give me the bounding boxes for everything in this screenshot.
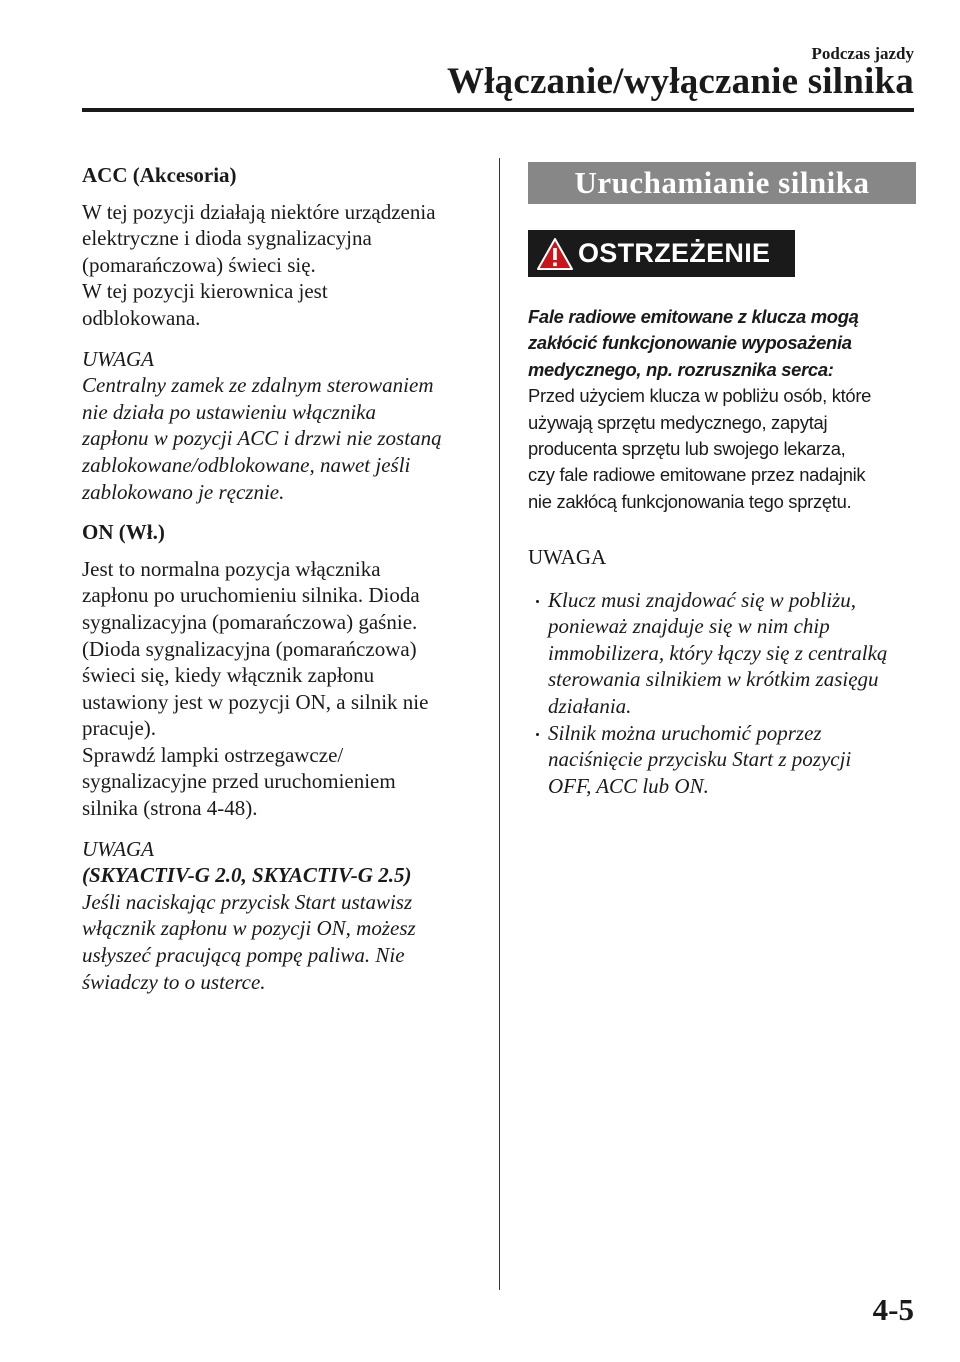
text-line: W tej pozycji kierownica jest — [82, 279, 328, 304]
text-line: W tej pozycji działają niektóre urządzenia — [82, 199, 436, 224]
text-line: świadczy to o usterce. — [82, 969, 266, 994]
text-line: włącznik zapłonu w pozycji ON, możesz — [82, 916, 416, 941]
text-line: (pomarańczowa) świeci się. — [82, 252, 316, 277]
left-column — [82, 162, 482, 995]
text-line: sygnalizacyjne przed uruchomieniem — [82, 769, 396, 794]
text-line: zablokowane/odblokowane, nawet jeśli — [82, 452, 411, 477]
text-line: Klucz musi znajdować się w pobliżu, — [548, 587, 857, 612]
text-line: sterowania silnikiem w krótkim zasięgu — [548, 667, 879, 692]
page-title: Włączanie/wyłączanie silnika — [446, 61, 914, 102]
text-line: silnika (strona 4-48). — [82, 796, 258, 821]
warning-text-line: Przed użyciem klucza w pobliżu osób, które — [528, 385, 872, 407]
warning-lead-line: Fale radiowe emitowane z klucza mogą — [528, 306, 859, 327]
text-line: sygnalizacyjna (pomarańczowa) gaśnie. — [82, 609, 418, 634]
text-line: ustawiony jest w pozycji ON, a silnik nie — [82, 689, 429, 714]
note-skyactiv — [82, 836, 482, 996]
warning-body — [528, 304, 920, 515]
note-start-engine — [528, 544, 908, 799]
text-line: Jeśli naciskając przycisk Start ustawisz — [82, 889, 413, 914]
page-number: 4-5 — [872, 1292, 914, 1327]
warning-text-line: producenta sprzętu lub swojego lekarza, — [528, 438, 846, 460]
acc-paragraph — [82, 199, 482, 332]
on-paragraph — [82, 556, 482, 822]
note-acc — [82, 346, 482, 506]
text-line: OFF, ACC lub ON. — [548, 773, 709, 798]
text-line: odblokowana. — [82, 305, 201, 330]
text-line: ponieważ znajduje się w nim chip — [548, 614, 830, 639]
chapter-label: Podczas jazdy — [811, 44, 914, 63]
header-rule — [82, 108, 914, 112]
text-line: elektryczne i dioda sygnalizacyjna — [82, 226, 372, 251]
warning-header — [528, 230, 795, 277]
column-divider — [499, 158, 500, 1290]
text-line: (SKYACTIV-G 2.0, SKYACTIV-G 2.5) — [82, 863, 412, 888]
bullet-icon — [536, 600, 539, 603]
text-line: nie działa po ustawieniu włącznika — [82, 399, 376, 424]
on-heading: ON (Wł.) — [82, 520, 165, 545]
text-line: (Dioda sygnalizacyjna (pomarańczowa) — [82, 636, 417, 661]
warning-text-line: nie zakłócą funkcjonowania tego sprzętu. — [528, 490, 852, 512]
bullet-icon — [536, 733, 539, 736]
text-line: zablokowano je ręcznie. — [82, 479, 285, 504]
note-bullet-list — [528, 587, 908, 800]
acc-heading: ACC (Akcesoria) — [82, 163, 237, 187]
text-line: zapłonu w pozycji ACC i drzwi nie zostaną — [82, 426, 442, 451]
list-item — [528, 587, 908, 720]
warning-lead-line: zakłócić funkcjonowanie wyposażenia — [528, 332, 852, 354]
text-line: Centralny zamek ze zdalnym sterowaniem — [82, 373, 434, 398]
text-line: działania. — [548, 693, 632, 718]
warning-text-line: czy fale radiowe emitowane przez nadajnik — [528, 464, 866, 486]
text-line: pracuje). — [82, 716, 157, 741]
note-title: UWAGA — [82, 836, 155, 861]
warning-text-line: używają sprzętu medycznego, zapytaj — [528, 411, 828, 433]
text-line: Jest to normalna pozycja włącznika — [82, 556, 381, 581]
text-line: usłyszeć pracującą pompę paliwa. Nie — [82, 943, 405, 968]
note-title: UWAGA — [82, 346, 155, 371]
text-line: Silnik można uruchomić poprzez — [548, 720, 822, 745]
note-title: UWAGA — [528, 545, 607, 569]
section-title: Uruchamianie silnika — [574, 165, 870, 200]
text-line: świeci się, kiedy włącznik zapłonu — [82, 663, 375, 688]
warning-lead-line: medycznego, np. rozrusznika serca: — [528, 358, 834, 380]
warning-triangle-icon — [536, 237, 574, 271]
text-line: immobilizera, który łączy się z centralką — [548, 640, 888, 665]
section-banner — [528, 162, 916, 204]
list-item — [528, 720, 908, 800]
text-line: Sprawdź lampki ostrzegawcze/ — [82, 742, 344, 767]
text-line: naciśnięcie przycisku Start z pozycji — [548, 747, 852, 772]
text-line: zapłonu po uruchomieniu silnika. Dioda — [82, 583, 420, 608]
warning-label: OSTRZEŻENIE — [578, 238, 771, 268]
